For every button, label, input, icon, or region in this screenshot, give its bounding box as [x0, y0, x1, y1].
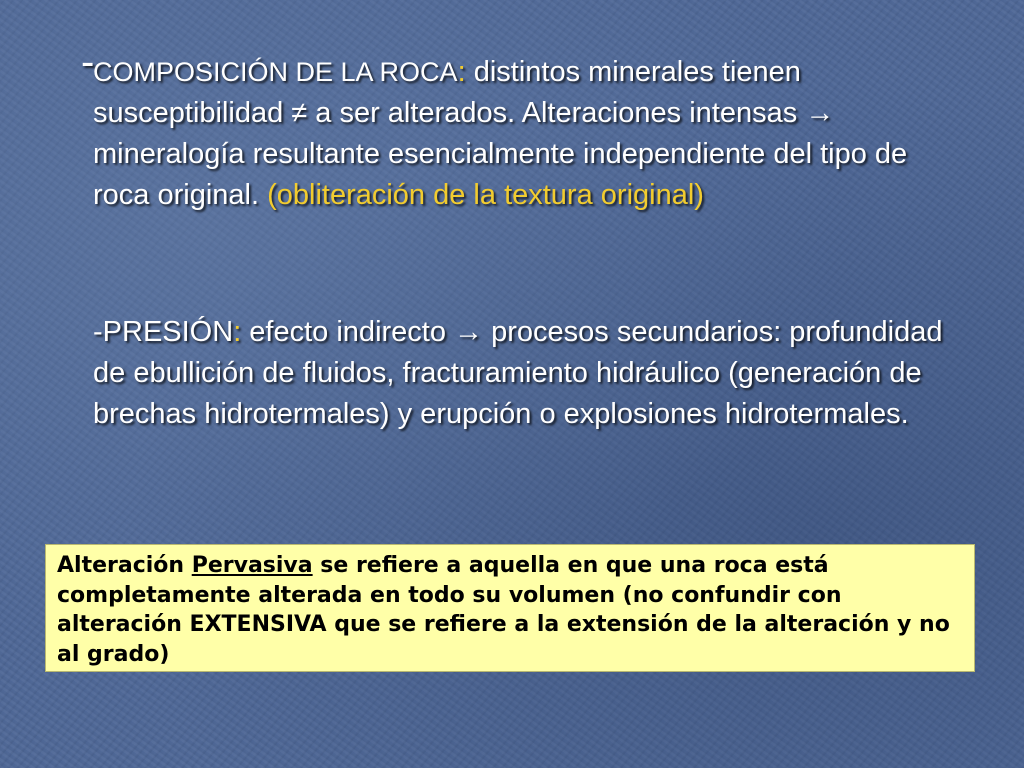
heading-colon: : [233, 316, 242, 348]
paragraph-rock-composition [81, 40, 953, 216]
obliteration-note: (obliteración de la textura original) [267, 179, 704, 211]
heading-colon: : [457, 56, 466, 88]
paragraph-pressure [93, 312, 953, 435]
paragraph-dash: - [81, 40, 95, 84]
pressure-text: efecto indirecto → procesos secundarios: profundidad de ebullición de fluidos, fracturamiento hidráulico (generación de brechas hidrotermales) y erupción o explosiones hidrotermales. [93, 316, 943, 430]
note-prefix: Alteración [57, 553, 192, 578]
rock-composition-text: distintos minerales tienen susceptibilidad ≠ a ser alterados. Alteraciones intensas → mineralogía resultante esencialmente independiente del tipo de roca original. [93, 56, 908, 211]
note-underlined-term: Pervasiva [191, 553, 313, 578]
pressure-heading: -PRESIÓN [93, 316, 234, 348]
pervasive-alteration-note-box [45, 544, 975, 672]
note-text: se refiere a aquella en que una roca está completamente alterada en todo su volumen (no confundir con alteración EXTENSIVA que se refiere a la extensión de la alteración y no al grado) [57, 553, 950, 667]
rock-composition-heading: COMPOSICIÓN DE LA ROCA [93, 57, 458, 87]
